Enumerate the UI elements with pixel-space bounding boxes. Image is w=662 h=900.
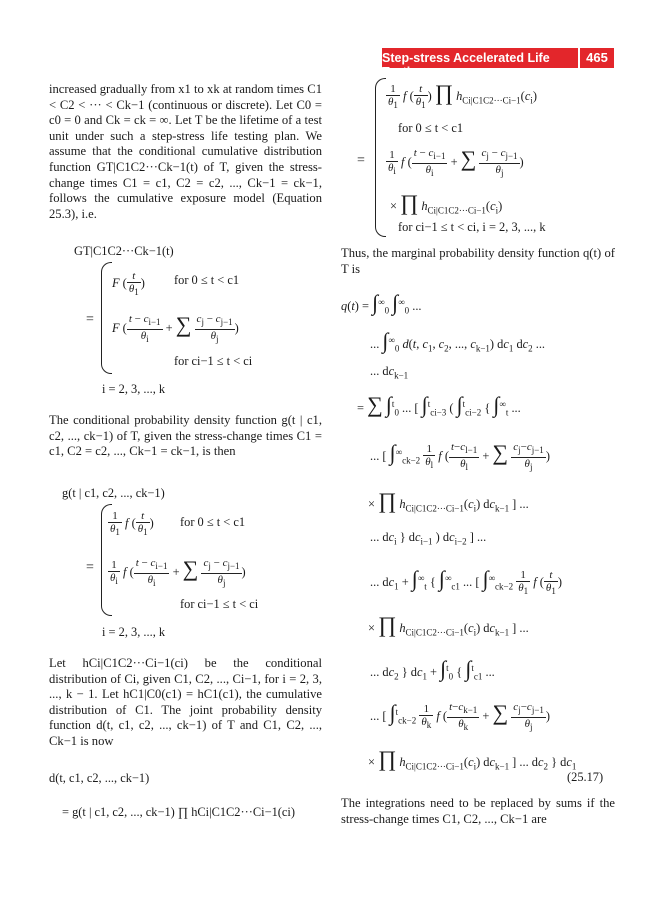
eq3-cont-case2-cond: for ci−1 ≤ t < ci, i = 2, 3, ..., k bbox=[398, 220, 546, 234]
paragraph-conditional-pdf: The conditional probability density function g(t | c1, c2, ..., ck−1) of T, given the stress-change times C1 = c1, C2 = c2, ..., Ck−1 = ck−1, is then bbox=[49, 413, 322, 459]
eq4-line3: ... $dc_{k-1}$ bbox=[370, 364, 409, 381]
eq2-case2-expr: $\frac{1}{\theta_i}$ f ( $\frac{t - c_{i-1}}{\theta_i}$ + ∑ $\frac{c_j - c_{j-1}}{\theta_j}$ ) bbox=[110, 556, 246, 588]
equation-number: (25.17) bbox=[567, 770, 604, 784]
eq2-lhs: g(t | c1, c2, ..., ck−1) bbox=[62, 486, 165, 500]
eq4-line11: ... [ ∫$^t_{ck-2}$ $\frac{1}{\theta_k}$ f ( $\frac{t-c_{k-1}}{\theta_k}$ + ∑ $\frac{c_j-c_{j-1}}{\theta_j}$ ) bbox=[370, 700, 551, 732]
eq1-case1-cond: for 0 ≤ t < c1 bbox=[174, 273, 240, 287]
eq4-line1: $q(t) = \int^\infty_0$ $\int^\infty_0$ ... bbox=[341, 290, 422, 316]
eq3-cont-brace bbox=[375, 78, 386, 237]
paragraph-joint-pdf: Let hCi|C1C2···Ci−1(ci) be the conditional distribution of Ci, given C1, C2, ..., Ci−1, for i = 2, 3, ..., k − 1. Let hC1|C0(c1) = hC1(c1), the cumulative distribution of C1. The joint probability density function d(t, c1, c2, ..., ck−1) of T and C1, C2, ..., Ck−1 is now bbox=[49, 656, 322, 748]
eq3-rhs: = g(t | c1, c2, ..., ck−1) ∏ hCi|C1C2···Ci−1(ci) bbox=[62, 805, 295, 819]
eq4-line6: × ∏ $h_{Ci|C1C2\cdot\cdot\cdot Ci-1}(c_i)$ $dc_{k-1}$ ] ... bbox=[368, 488, 529, 514]
paragraph-marginal-pdf: Thus, the marginal probability density function q(t) of T is bbox=[341, 246, 615, 276]
paragraph-intro: increased gradually from x1 to xk at random times C1 < C2 < ··· < Ck−1 (continuous or discrete). Let C0 = c0 = 0 and Ck = ck = ∞. Let T be the lifetime of a test unit under such a step-stress life testing plan. We assume that the conditional cumulative distribution function GT|C1C2···Ck−1(t) of T, given the stress-change times C1 = c1, C2 = c2, ..., Ck−1 = ck−1, follows the cumulative exposure model (Equation 25.3), i.e. bbox=[49, 82, 322, 221]
eq4-line12: × ∏ $h_{Ci|C1C2\cdot\cdot\cdot Ci-1}(c_i)$ $dc_{k-1}$ ] ... $dc_2$ } $dc_1$ bbox=[368, 746, 577, 772]
eq1-case1-expr: F ( $\frac{t}{\theta_1}$ ) bbox=[112, 270, 145, 298]
running-header bbox=[382, 48, 614, 79]
eq3-cont-product: × ∏ $h_{Ci|C1C2\cdot\cdot\cdot Ci-1}(c_i)$ bbox=[390, 190, 503, 216]
eq4-line9: × ∏ $h_{Ci|C1C2\cdot\cdot\cdot Ci-1}(c_i)$ $dc_{k-1}$ ] ... bbox=[368, 612, 529, 638]
eq4-line7: ... $dc_i$ } $dc_{i-1}$ ) $dc_{i-2}$ ] ... bbox=[370, 530, 487, 547]
eq3-cont-equals: = bbox=[357, 153, 365, 168]
eq4-line2: ... $\int^\infty_0$ d(t, $c_1$, $c_2$, ..., $c_{k-1}$) $dc_1$ $dc_2$ ... bbox=[370, 328, 546, 354]
eq2-case1-expr: $\frac{1}{\theta_1}$ f ( $\frac{t}{\theta_1}$ ) bbox=[110, 510, 154, 538]
eq1-lhs: GT|C1C2···Ck−1(t) bbox=[74, 244, 174, 258]
eq4-line5: ... [ $\int^\infty_{ck-2}$ $\frac{1}{\theta_l}$ f ( $\frac{t-c_{l-1}}{\theta_l}$ + ∑ $\frac{c_j-c_{j-1}}{\theta_j}$ ) bbox=[370, 440, 550, 472]
eq2-index: i = 2, 3, ..., k bbox=[102, 625, 166, 639]
paragraph-integrations: The integrations need to be replaced by sums if the stress-change times C1, C2, ..., Ck−1 are bbox=[341, 796, 615, 826]
eq2-case2-cond: for ci−1 ≤ t < ci bbox=[180, 597, 259, 611]
eq4-line4: = ∑ ∫$^t_0$ ... [ ∫$^t_{ci-3}$ ( ∫$^t_{ci-2}$ { $\int^\infty_t$ ... bbox=[357, 392, 521, 418]
eq4-line10: ... $dc_2$ } $dc_1 + \int^t_0$ { ∫$^t_{c1}$ ... bbox=[370, 656, 495, 682]
eq3-cont-case2-expr: $\frac{1}{\theta_i}$ f ( $\frac{t - c_{i-1}}{\theta_i}$ + ∑ $\frac{c_j - c_{j-1}}{\theta_j}$ ) bbox=[388, 146, 524, 178]
page-number: 465 bbox=[578, 48, 614, 68]
eq3-lhs: d(t, c1, c2, ..., ck−1) bbox=[49, 771, 150, 785]
eq1-equals: = bbox=[86, 312, 94, 327]
eq3-cont-case1-expr: $\frac{1}{\theta_1}$ f ( $\frac{t}{\theta_1}$ ) ∏ $h_{Ci|C1C2\cdot\cdot\cdot Ci-1}(c_i)$ bbox=[388, 80, 537, 111]
eq1-brace bbox=[101, 262, 112, 374]
eq1-case2-expr: F ( $\frac{t - c_{i-1}}{\theta_i}$ + ∑ $\frac{c_j - c_{j-1}}{\theta_j}$ ) bbox=[112, 312, 239, 344]
running-header-title: Step-stress Accelerated Life Testing bbox=[382, 51, 550, 79]
eq1-index: i = 2, 3, ..., k bbox=[102, 382, 166, 396]
eq2-case1-cond: for 0 ≤ t < c1 bbox=[180, 515, 246, 529]
eq4-line8: ... $dc_1 + \int^\infty_t$ { $\int^\infty_{c1}$ ... [ $\int^\infty_{ck-2}$ $\frac{1}{\theta_1}$ f ( $\frac{t}{\theta_1}$ ) bbox=[370, 566, 562, 597]
eq1-case2-cond: for ci−1 ≤ t < ci bbox=[174, 354, 253, 368]
eq3-cont-case1-cond: for 0 ≤ t < c1 bbox=[398, 121, 464, 135]
eq2-equals: = bbox=[86, 560, 94, 575]
